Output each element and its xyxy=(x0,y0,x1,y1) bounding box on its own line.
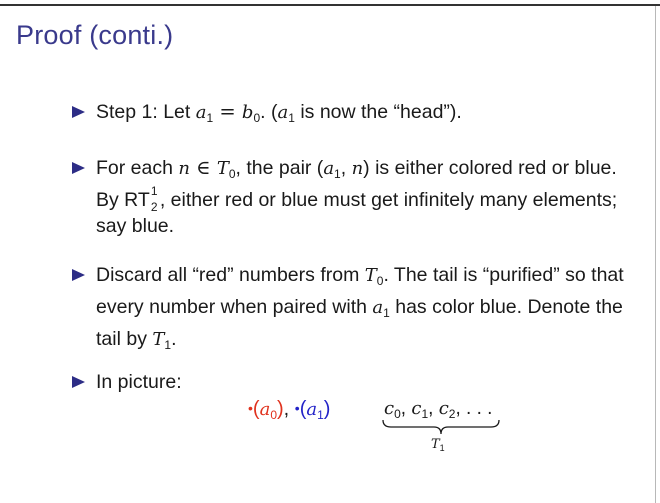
underbrace-label: $T_1$ xyxy=(431,437,445,453)
bullet-arrow-icon xyxy=(72,376,85,388)
blue-dot-icon: • xyxy=(294,400,300,416)
bullet-arrow-icon xyxy=(72,269,85,281)
head-elements: $•(a_0)$, $•(a_1)$ xyxy=(248,398,331,422)
rt-superscript-subscript: 1 2 xyxy=(150,184,158,214)
red-dot-icon: • xyxy=(248,400,253,416)
bullet-for-each-n xyxy=(72,155,632,239)
bullet-step-1 xyxy=(72,99,632,131)
bullet-text: For each n ∈ $T_0$, the pair ($a_1$, n) is either colored red or blue. By RT 1 2 , either red or blue must get infinitely many elements; say blue. xyxy=(96,156,618,237)
right-edge-rule xyxy=(655,6,656,503)
underbrace-icon xyxy=(382,418,500,438)
slide-title: Proof (conti.) xyxy=(16,20,174,50)
bullet-text: Discard all “red” numbers from $T_0$. The tail is “purified” so that every number when paired with $a_1$ has color blue. Denote the tail by $T_1$. xyxy=(96,264,624,352)
bullet-arrow-icon xyxy=(72,106,85,118)
bullet-text: In picture: xyxy=(96,371,182,393)
bullet-text: Step 1: Let $a_1 = b_0$. ($a_1$ is now the “head”). xyxy=(96,100,462,125)
bullet-discard xyxy=(72,262,632,358)
bullet-arrow-icon xyxy=(72,162,85,174)
bullet-in-picture xyxy=(72,369,632,395)
tail-sequence: $c_0$, $c_1$, $c_2$, . . . xyxy=(384,398,493,421)
top-rule xyxy=(0,4,660,6)
